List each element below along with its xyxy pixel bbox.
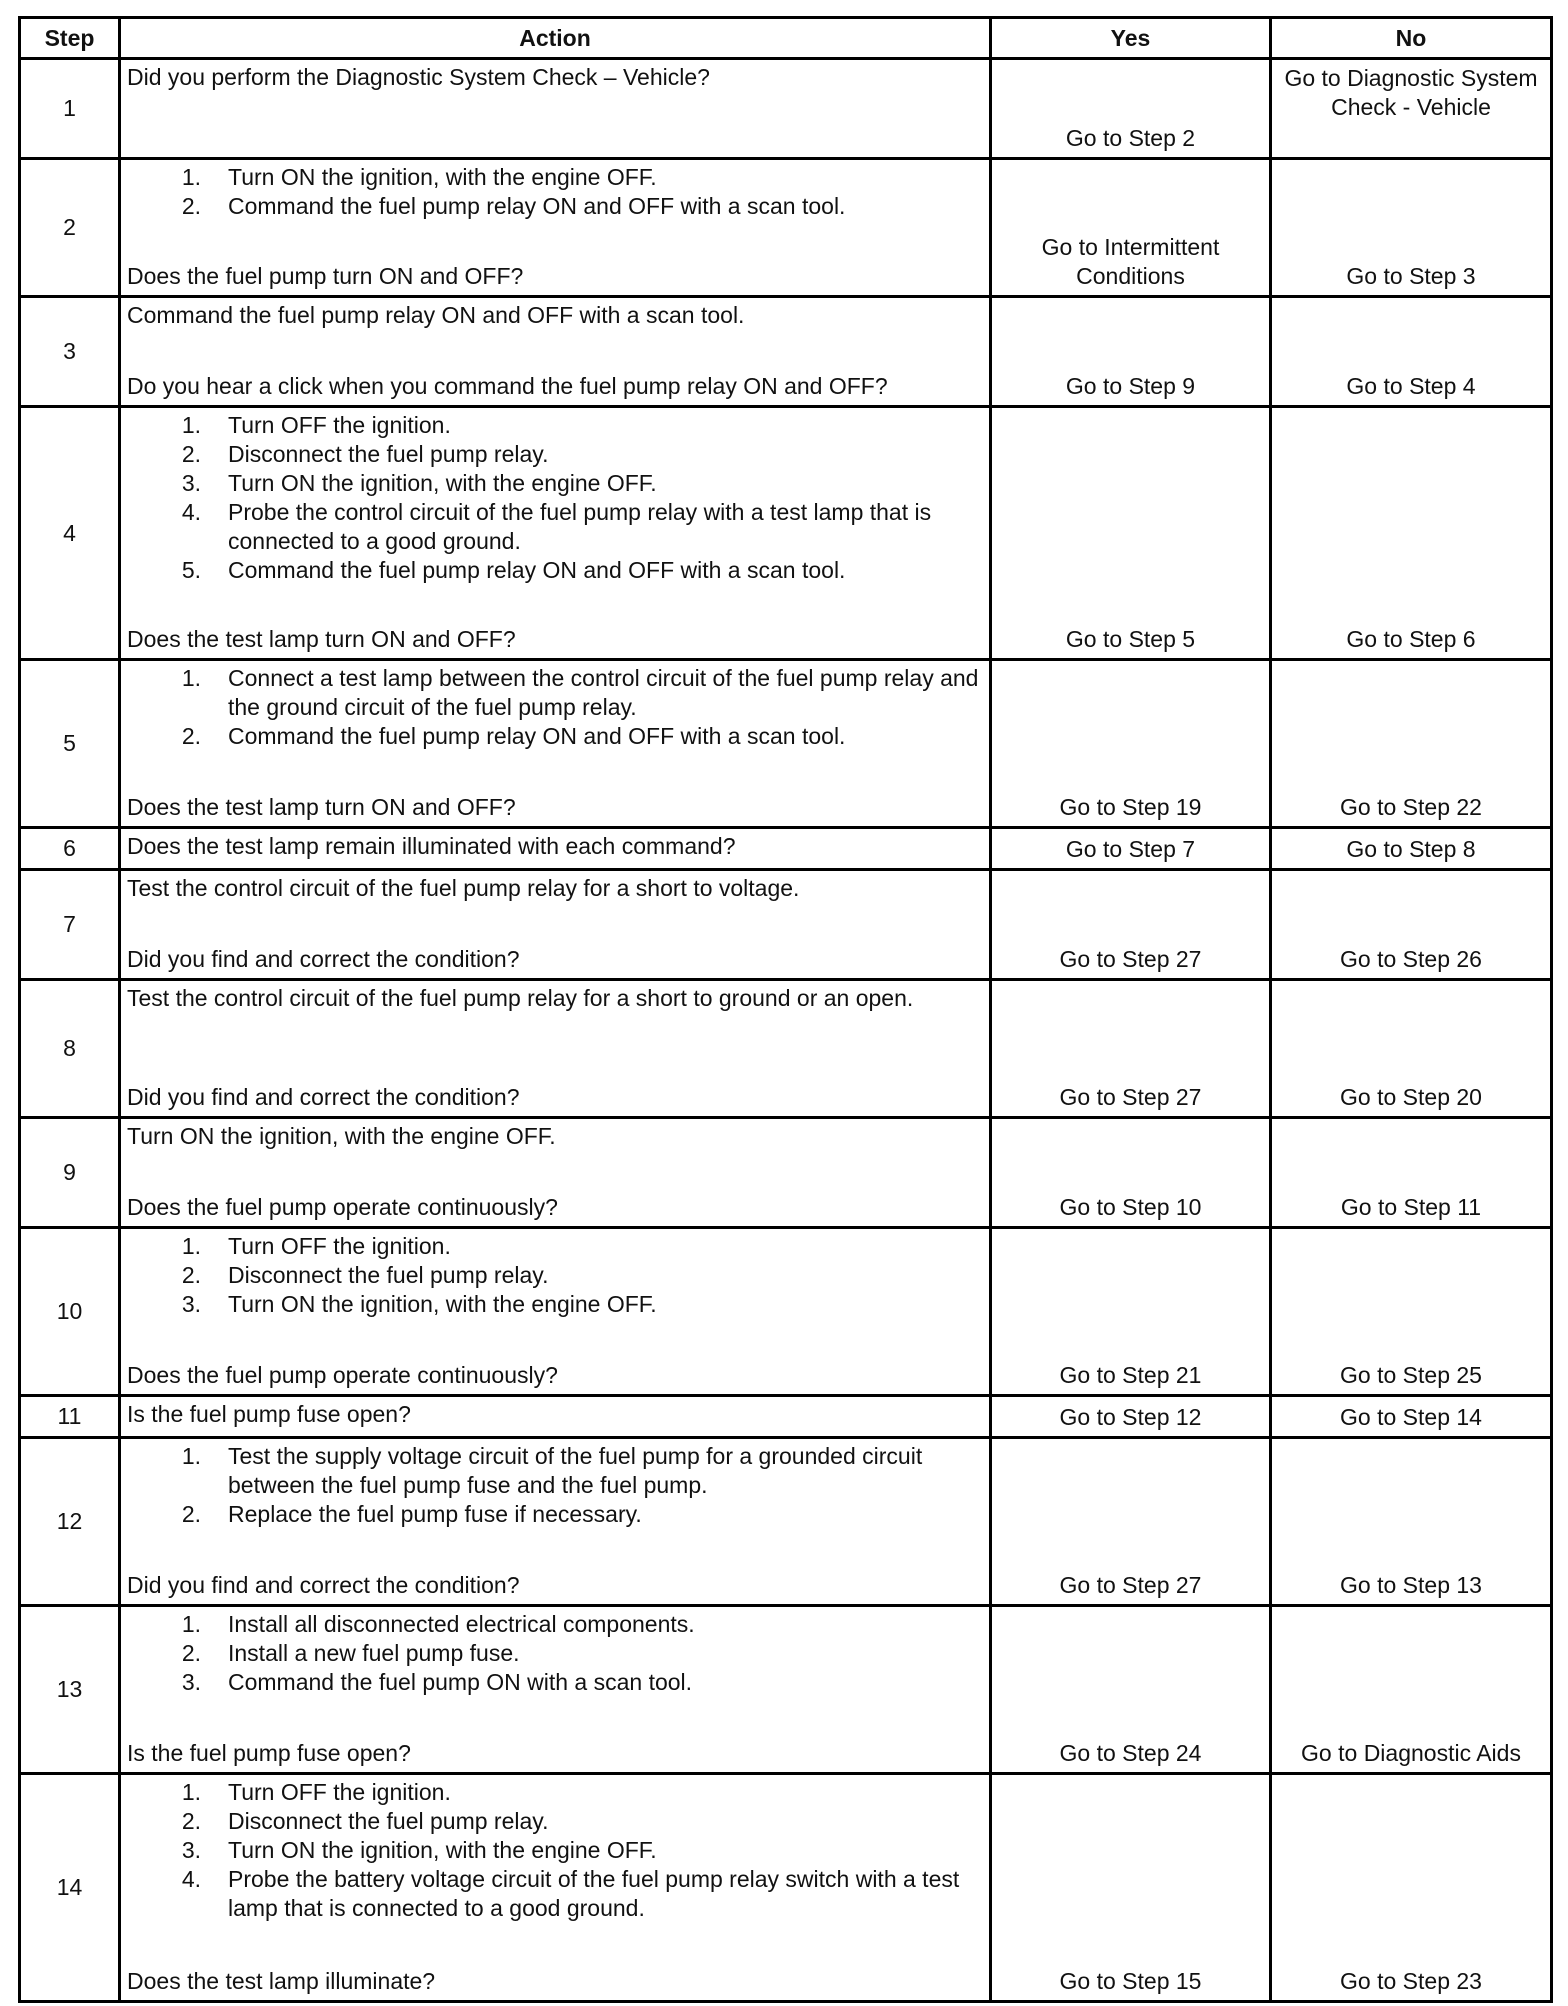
action-content xyxy=(127,301,983,401)
substep-item xyxy=(127,1261,983,1290)
substep-item xyxy=(127,1807,983,1836)
substep-item xyxy=(127,498,983,556)
step-number: 6 xyxy=(20,828,120,870)
substep-list xyxy=(127,1232,983,1319)
substep-list xyxy=(127,1778,983,1923)
action-cell xyxy=(120,1774,991,2002)
action-cell xyxy=(120,870,991,980)
substep-text: Turn ON the ignition, with the engine OFF. xyxy=(228,1837,657,1863)
action-cell xyxy=(120,59,991,159)
action-text: Does the test lamp remain illuminated with each command? xyxy=(127,833,736,859)
step-number: 12 xyxy=(20,1438,120,1606)
table-row xyxy=(20,1228,1552,1396)
action-content xyxy=(127,1778,983,1996)
substep-item xyxy=(127,1778,983,1807)
spacer xyxy=(127,903,983,945)
substep-item xyxy=(127,440,983,469)
action-cell xyxy=(120,1118,991,1228)
table-row xyxy=(20,1396,1552,1438)
substep-text: Turn OFF the ignition. xyxy=(228,1779,451,1805)
yes-result: Go to Step 27 xyxy=(991,870,1271,980)
action-content xyxy=(127,1232,983,1390)
substep-text: Connect a test lamp between the control circuit of the fuel pump relay and the ground circuit of the fuel pump relay. xyxy=(228,665,979,720)
spacer xyxy=(127,221,983,262)
no-result: Go to Step 11 xyxy=(1271,1118,1552,1228)
no-result: Go to Step 4 xyxy=(1271,297,1552,407)
spacer xyxy=(127,1529,983,1571)
action-question: Does the test lamp turn ON and OFF? xyxy=(127,794,516,820)
substep-text: Test the supply voltage circuit of the fuel pump for a grounded circuit between the fuel pump fuse and the fuel pump. xyxy=(228,1443,923,1498)
action-cell xyxy=(120,828,991,870)
action-content xyxy=(127,832,983,864)
step-number: 1 xyxy=(20,59,120,159)
substep-list xyxy=(127,163,983,221)
action-text: Is the fuel pump fuse open? xyxy=(127,1401,411,1427)
yes-result: Go to Step 12 xyxy=(991,1396,1271,1438)
table-body xyxy=(20,59,1552,2002)
table-row xyxy=(20,1774,1552,2002)
step-number: 3 xyxy=(20,297,120,407)
substep-text: Disconnect the fuel pump relay. xyxy=(228,1262,549,1288)
step-number: 13 xyxy=(20,1606,120,1774)
substep-text: Command the fuel pump ON with a scan tool. xyxy=(228,1669,693,1695)
table-row xyxy=(20,1606,1552,1774)
substep-number: 2. xyxy=(181,1808,201,1834)
substep-number: 3. xyxy=(181,1291,201,1317)
step-number: 7 xyxy=(20,870,120,980)
substep-text: Probe the control circuit of the fuel pump relay with a test lamp that is connected to a good ground. xyxy=(228,499,932,554)
action-content xyxy=(127,163,983,291)
no-result: Go to Step 22 xyxy=(1271,660,1552,828)
spacer xyxy=(127,330,983,372)
action-cell xyxy=(120,407,991,660)
action-text: Test the control circuit of the fuel pump relay for a short to ground or an open. xyxy=(127,985,914,1011)
action-question: Does the fuel pump operate continuously? xyxy=(127,1362,558,1388)
substep-list xyxy=(127,411,983,585)
substep-text: Install all disconnected electrical components. xyxy=(228,1611,695,1637)
yes-result: Go to Step 21 xyxy=(991,1228,1271,1396)
action-question: Do you hear a click when you command the fuel pump relay ON and OFF? xyxy=(127,373,888,399)
substep-list xyxy=(127,1610,983,1697)
action-text: Turn ON the ignition, with the engine OFF. xyxy=(127,1123,556,1149)
action-cell xyxy=(120,660,991,828)
no-result: Go to Diagnostic System Check - Vehicle xyxy=(1271,59,1552,159)
action-content xyxy=(127,411,983,654)
header-action: Action xyxy=(120,18,991,59)
substep-item xyxy=(127,1639,983,1668)
yes-result: Go to Step 5 xyxy=(991,407,1271,660)
yes-result: Go to Step 19 xyxy=(991,660,1271,828)
substep-number: 1. xyxy=(181,412,201,438)
spacer xyxy=(127,1923,983,1967)
substep-item xyxy=(127,1836,983,1865)
yes-result: Go to Step 27 xyxy=(991,1438,1271,1606)
substep-text: Command the fuel pump relay ON and OFF with a scan tool. xyxy=(228,723,846,749)
substep-number: 3. xyxy=(181,470,201,496)
spacer xyxy=(127,1319,983,1361)
substep-number: 2. xyxy=(181,1262,201,1288)
substep-number: 1. xyxy=(181,1611,201,1637)
yes-result: Go to Step 27 xyxy=(991,980,1271,1118)
table-row xyxy=(20,660,1552,828)
no-result: Go to Step 25 xyxy=(1271,1228,1552,1396)
substep-item xyxy=(127,192,983,221)
substep-text: Command the fuel pump relay ON and OFF with a scan tool. xyxy=(228,557,846,583)
no-result: Go to Diagnostic Aids xyxy=(1271,1606,1552,1774)
action-content xyxy=(127,984,983,1112)
action-question: Did you find and correct the condition? xyxy=(127,946,520,972)
action-cell xyxy=(120,1228,991,1396)
action-text: Did you perform the Diagnostic System Check – Vehicle? xyxy=(127,64,710,90)
action-cell xyxy=(120,980,991,1118)
substep-text: Turn ON the ignition, with the engine OFF. xyxy=(228,1291,657,1317)
no-result: Go to Step 3 xyxy=(1271,159,1552,297)
yes-result: Go to Step 7 xyxy=(991,828,1271,870)
action-content xyxy=(127,1442,983,1600)
step-number: 8 xyxy=(20,980,120,1118)
action-content xyxy=(127,1400,983,1432)
spacer xyxy=(127,751,983,793)
substep-text: Replace the fuel pump fuse if necessary. xyxy=(228,1501,642,1527)
step-number: 2 xyxy=(20,159,120,297)
substep-number: 2. xyxy=(181,1501,201,1527)
substep-text: Command the fuel pump relay ON and OFF with a scan tool. xyxy=(228,193,846,219)
action-content xyxy=(127,63,983,153)
substep-number: 3. xyxy=(181,1669,201,1695)
substep-item xyxy=(127,1442,983,1500)
spacer xyxy=(127,1151,983,1193)
no-result: Go to Step 6 xyxy=(1271,407,1552,660)
substep-item xyxy=(127,1290,983,1319)
substep-number: 4. xyxy=(181,1866,201,1892)
no-result: Go to Step 20 xyxy=(1271,980,1552,1118)
substep-number: 1. xyxy=(181,1233,201,1259)
substep-item xyxy=(127,1865,983,1923)
no-result: Go to Step 8 xyxy=(1271,828,1552,870)
substep-text: Turn ON the ignition, with the engine OFF. xyxy=(228,164,657,190)
substep-text: Turn OFF the ignition. xyxy=(228,1233,451,1259)
step-number: 4 xyxy=(20,407,120,660)
no-result: Go to Step 14 xyxy=(1271,1396,1552,1438)
substep-text: Disconnect the fuel pump relay. xyxy=(228,441,549,467)
substep-number: 1. xyxy=(181,164,201,190)
spacer xyxy=(127,585,983,625)
step-number: 14 xyxy=(20,1774,120,2002)
yes-result: Go to Intermittent Conditions xyxy=(991,159,1271,297)
substep-item xyxy=(127,722,983,751)
table-row xyxy=(20,828,1552,870)
header-yes: Yes xyxy=(991,18,1271,59)
no-result: Go to Step 13 xyxy=(1271,1438,1552,1606)
substep-number: 2. xyxy=(181,193,201,219)
action-content xyxy=(127,1122,983,1222)
action-content xyxy=(127,664,983,822)
substep-number: 1. xyxy=(181,1443,201,1469)
header-step: Step xyxy=(20,18,120,59)
action-question: Did you find and correct the condition? xyxy=(127,1572,520,1598)
header-row xyxy=(20,18,1552,59)
spacer xyxy=(127,1697,983,1739)
yes-result: Go to Step 15 xyxy=(991,1774,1271,2002)
action-question: Does the fuel pump turn ON and OFF? xyxy=(127,263,524,289)
step-number: 5 xyxy=(20,660,120,828)
substep-number: 4. xyxy=(181,499,201,525)
table-row xyxy=(20,407,1552,660)
substep-item xyxy=(127,664,983,722)
substep-text: Install a new fuel pump fuse. xyxy=(228,1640,520,1666)
substep-item xyxy=(127,163,983,192)
table-row xyxy=(20,297,1552,407)
action-cell xyxy=(120,159,991,297)
table-row xyxy=(20,59,1552,159)
table-row xyxy=(20,980,1552,1118)
substep-number: 1. xyxy=(181,1779,201,1805)
action-content xyxy=(127,874,983,974)
step-number: 9 xyxy=(20,1118,120,1228)
table-row xyxy=(20,1438,1552,1606)
yes-result: Go to Step 2 xyxy=(991,59,1271,159)
diagnostic-table xyxy=(18,16,1553,2003)
substep-text: Turn OFF the ignition. xyxy=(228,412,451,438)
substep-list xyxy=(127,1442,983,1529)
substep-number: 5. xyxy=(181,557,201,583)
action-text: Command the fuel pump relay ON and OFF with a scan tool. xyxy=(127,302,745,328)
substep-number: 2. xyxy=(181,723,201,749)
substep-item xyxy=(127,1500,983,1529)
header-no: No xyxy=(1271,18,1552,59)
action-question: Does the test lamp turn ON and OFF? xyxy=(127,626,516,652)
no-result: Go to Step 23 xyxy=(1271,1774,1552,2002)
substep-text: Turn ON the ignition, with the engine OFF. xyxy=(228,470,657,496)
table-row xyxy=(20,1118,1552,1228)
substep-item xyxy=(127,469,983,498)
action-question: Does the fuel pump operate continuously? xyxy=(127,1194,558,1220)
action-question: Is the fuel pump fuse open? xyxy=(127,1740,411,1766)
substep-text: Probe the battery voltage circuit of the fuel pump relay switch with a test lamp that is connected to a good ground. xyxy=(228,1866,960,1921)
substep-item xyxy=(127,1610,983,1639)
action-cell xyxy=(120,297,991,407)
action-cell xyxy=(120,1396,991,1438)
table-row xyxy=(20,159,1552,297)
action-question: Did you find and correct the condition? xyxy=(127,1084,520,1110)
substep-list xyxy=(127,664,983,751)
action-question: Does the test lamp illuminate? xyxy=(127,1968,436,1994)
yes-result: Go to Step 10 xyxy=(991,1118,1271,1228)
substep-item xyxy=(127,1668,983,1697)
step-number: 10 xyxy=(20,1228,120,1396)
action-content xyxy=(127,1610,983,1768)
action-cell xyxy=(120,1606,991,1774)
substep-item xyxy=(127,1232,983,1261)
table-row xyxy=(20,870,1552,980)
no-result: Go to Step 26 xyxy=(1271,870,1552,980)
substep-item xyxy=(127,411,983,440)
action-text: Test the control circuit of the fuel pump relay for a short to voltage. xyxy=(127,875,800,901)
action-cell xyxy=(120,1438,991,1606)
spacer xyxy=(127,1013,983,1083)
yes-result: Go to Step 24 xyxy=(991,1606,1271,1774)
substep-number: 2. xyxy=(181,1640,201,1666)
yes-result: Go to Step 9 xyxy=(991,297,1271,407)
substep-number: 1. xyxy=(181,665,201,691)
substep-item xyxy=(127,556,983,585)
step-number: 11 xyxy=(20,1396,120,1438)
substep-number: 3. xyxy=(181,1837,201,1863)
substep-text: Disconnect the fuel pump relay. xyxy=(228,1808,549,1834)
substep-number: 2. xyxy=(181,441,201,467)
diagnostic-table-page xyxy=(18,16,1550,2003)
